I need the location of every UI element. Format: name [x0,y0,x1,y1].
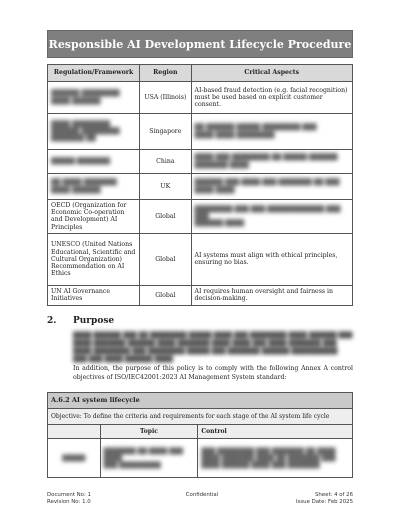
header-aspects: Critical Aspects [191,65,353,82]
table-row [48,233,353,285]
framework-cell: ██ ████ ███████ ████ ██████ [48,174,140,200]
framework-cell: OECD (Organization for Economic Co-operation and Development) AI Principles [48,200,140,234]
aspects-cell: AI-based fraud detection (e.g. facial recognition) must be used based on explicit customer consent. [191,82,353,114]
annex-id-cell: █████ [48,439,101,478]
table-row [48,285,353,305]
annex-topic-cell: ███████ ██ ████ ███ ████ ███ █████████ [100,439,198,478]
aspects-cell: ████████ ███ ███ ████████████ ███ ███ ██████ ████ [191,200,353,234]
region-cell: UK [140,174,191,200]
annex-control-header: Control [198,425,353,439]
region-cell: Global [140,233,191,285]
annex-objective: Objective: To define the criteria and requirements for each stage of the AI system life cycle [48,409,353,425]
table-row [48,439,353,478]
aspects-cell: AI requires human oversight and fairness in decision-making. [191,285,353,305]
annex-control-cell: ███ ████████ ███ ███████ ██ ████ ████ ███████ ████ ██ ███████ ███ ████ ██████ ████ ███ ███████ [198,439,353,478]
region-cell: USA (Illinois) [140,82,191,114]
table-row [48,150,353,174]
redacted-paragraph: ████ ██████ ███ ██ ████████ █████ ████ ███ ████████ ████ ██████ ███ ████ ███████ ██████ ████ ███████ ████ ████ ███ ████ ███████ ███ ████ ████████ ███ ████████ █████ ███ ███████ ██████ ██████████ ███ ███ ████ ██████ ████ [73,332,353,363]
annex-id-header [48,425,101,439]
region-cell: China [140,150,191,174]
table-row [48,174,353,200]
footer-sheet: Sheet: 4 of 26 [314,492,353,498]
table-row [48,200,353,234]
aspects-cell: ██ ██████ █████ ████████ ███ ████ ████ ████████ [191,114,353,150]
framework-cell: ██████ ████████ ████ ██████ [48,82,140,114]
document-title: Responsible AI Development Lifecycle Procedure [47,30,353,58]
footer-issue-date: Issue Date: Feb 2025 [295,499,353,505]
framework-cell: UNESCO (United Nations Educational, Scientific and Cultural Organization) Recommendation on AI Ethics [48,233,140,285]
purpose-heading [47,316,353,326]
region-cell: Global [140,200,191,234]
table-row [48,114,353,150]
framework-cell: █████ ███████ [48,150,140,174]
region-cell: Global [140,285,191,305]
regulation-table-header [48,65,353,82]
footer-classification: Confidential [185,492,219,498]
section-title: Purpose [73,316,115,326]
header-framework: Regulation/Framework [48,65,140,82]
footer-doc-no: Document No: 1 [47,492,91,498]
table-row [48,82,353,114]
annex-topic-header: Topic [100,425,198,439]
aspects-cell: ██████ ███ ████ ███ ███████ ██ ███ ████ ████ [191,174,353,200]
aspects-cell: ████ ███ ████████ ██ █████ ██████ ███████ ████ [191,150,353,174]
regulation-table [47,64,353,306]
purpose-paragraph: In addition, the purpose of this policy is to comply with the following Annex A control objectives of ISO/IEC42001:2023 AI Management System standard: [73,365,353,381]
page-footer [47,492,353,506]
framework-cell: ████ ████████ ██████ ████████ ███████ ██ [48,114,140,150]
footer-revision: Revision No: 1.0 [47,499,91,505]
header-region: Region [140,65,191,82]
annex-title: A.6.2 AI system lifecycle [48,393,353,409]
framework-cell: UN AI Governance Initiatives [48,285,140,305]
section-number: 2. [47,316,57,326]
region-cell: Singapore [140,114,191,150]
annex-control-table [47,392,353,478]
aspects-cell: AI systems must align with ethical principles, ensuring no bias. [191,233,353,285]
